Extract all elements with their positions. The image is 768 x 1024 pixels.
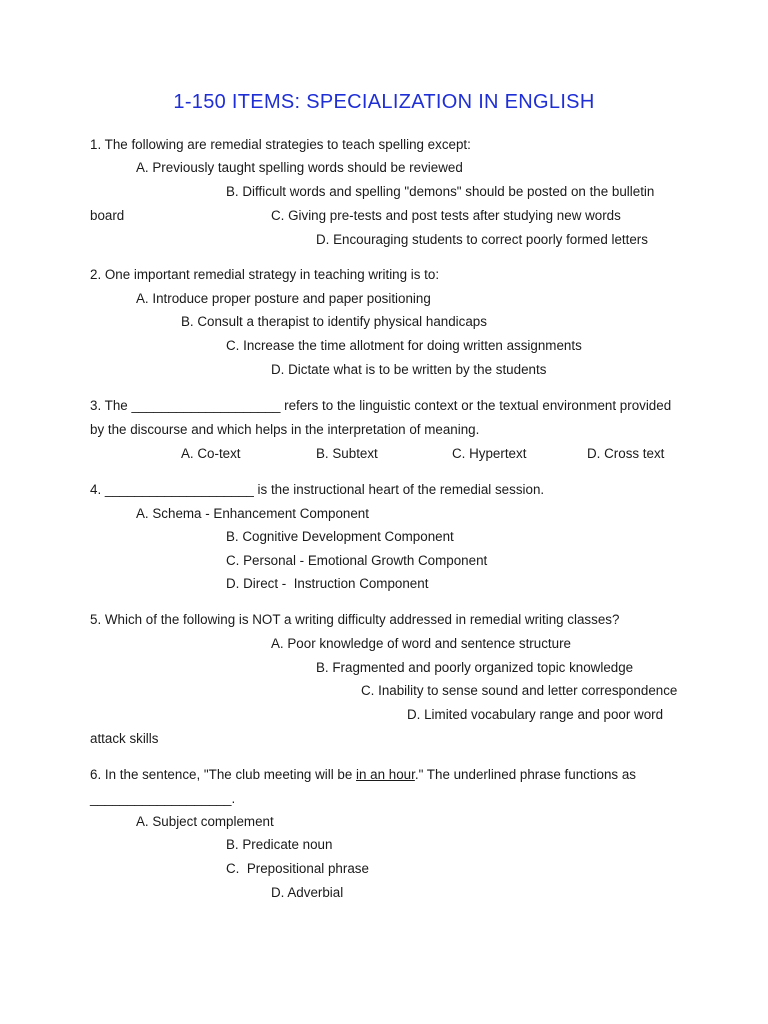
question-5-option-d-continued: attack skills (90, 731, 159, 746)
question-3-option-d: D. Cross text (587, 446, 665, 461)
question-5-stem: 5. Which of the following is NOT a writing difficulty addressed in remedial writing classes? (90, 612, 620, 627)
question-6-option-c: C. Prepositional phrase (226, 861, 369, 876)
question-5-option-b: B. Fragmented and poorly organized topic knowledge (316, 660, 634, 675)
question-2-option-b: B. Consult a therapist to identify physical handicaps (181, 314, 487, 329)
question-4-option-a: A. Schema - Enhancement Component (136, 506, 369, 521)
question-1-option-a: A. Previously taught spelling words should be reviewed (136, 160, 463, 175)
question-3-stem: 3. The ____________________ refers to the linguistic context or the textual environment provided (90, 398, 672, 413)
question-1-option-d: D. Encouraging students to correct poorly formed letters (316, 232, 648, 247)
question-6-option-b: B. Predicate noun (226, 837, 333, 852)
question-1-option-b: B. Difficult words and spelling "demons" should be posted on the bulletin (226, 184, 655, 199)
question-2-option-a: A. Introduce proper posture and paper positioning (136, 291, 431, 306)
question-3-option-c: C. Hypertext (452, 446, 527, 461)
question-3-option-b: B. Subtext (316, 446, 378, 461)
question-4-option-b: B. Cognitive Development Component (226, 529, 454, 544)
question-6-stem-continued: ___________________. (90, 791, 236, 806)
question-5-option-d: D. Limited vocabulary range and poor word (407, 707, 664, 722)
question-1-stem: 1. The following are remedial strategies to teach spelling except: (90, 137, 471, 152)
question-5-option-a: A. Poor knowledge of word and sentence structure (271, 636, 571, 651)
question-3-option-a: A. Co-text (181, 446, 241, 461)
question-4-stem: 4. ____________________ is the instructional heart of the remedial session. (90, 482, 545, 497)
question-2-option-c: C. Increase the time allotment for doing written assignments (226, 338, 582, 353)
question-6-stem-start: 6. In the sentence, "The club meeting will be (90, 767, 357, 782)
question-6-option-a: A. Subject complement (136, 814, 274, 829)
question-1-option-b-continued: board (90, 208, 125, 223)
question-5-option-c: C. Inability to sense sound and letter correspondence (361, 683, 678, 698)
question-1-option-c: C. Giving pre-tests and post tests after studying new words (271, 208, 621, 223)
question-2-stem: 2. One important remedial strategy in teaching writing is to: (90, 267, 440, 282)
question-4-option-c: C. Personal - Emotional Growth Component (226, 553, 488, 568)
underlined-phrase: in an hour (356, 767, 415, 782)
question-4-option-d: D. Direct - Instruction Component (226, 576, 429, 591)
question-2-option-d: D. Dictate what is to be written by the students (271, 362, 547, 377)
page-title: 1-150 ITEMS: SPECIALIZATION IN ENGLISH (173, 91, 595, 113)
question-6-stem-end: ." The underlined phrase functions as (414, 767, 636, 782)
question-6-stem (90, 766, 636, 784)
question-3-stem-continued: by the discourse and which helps in the interpretation of meaning. (90, 422, 480, 437)
question-6-option-d: D. Adverbial (271, 885, 344, 900)
